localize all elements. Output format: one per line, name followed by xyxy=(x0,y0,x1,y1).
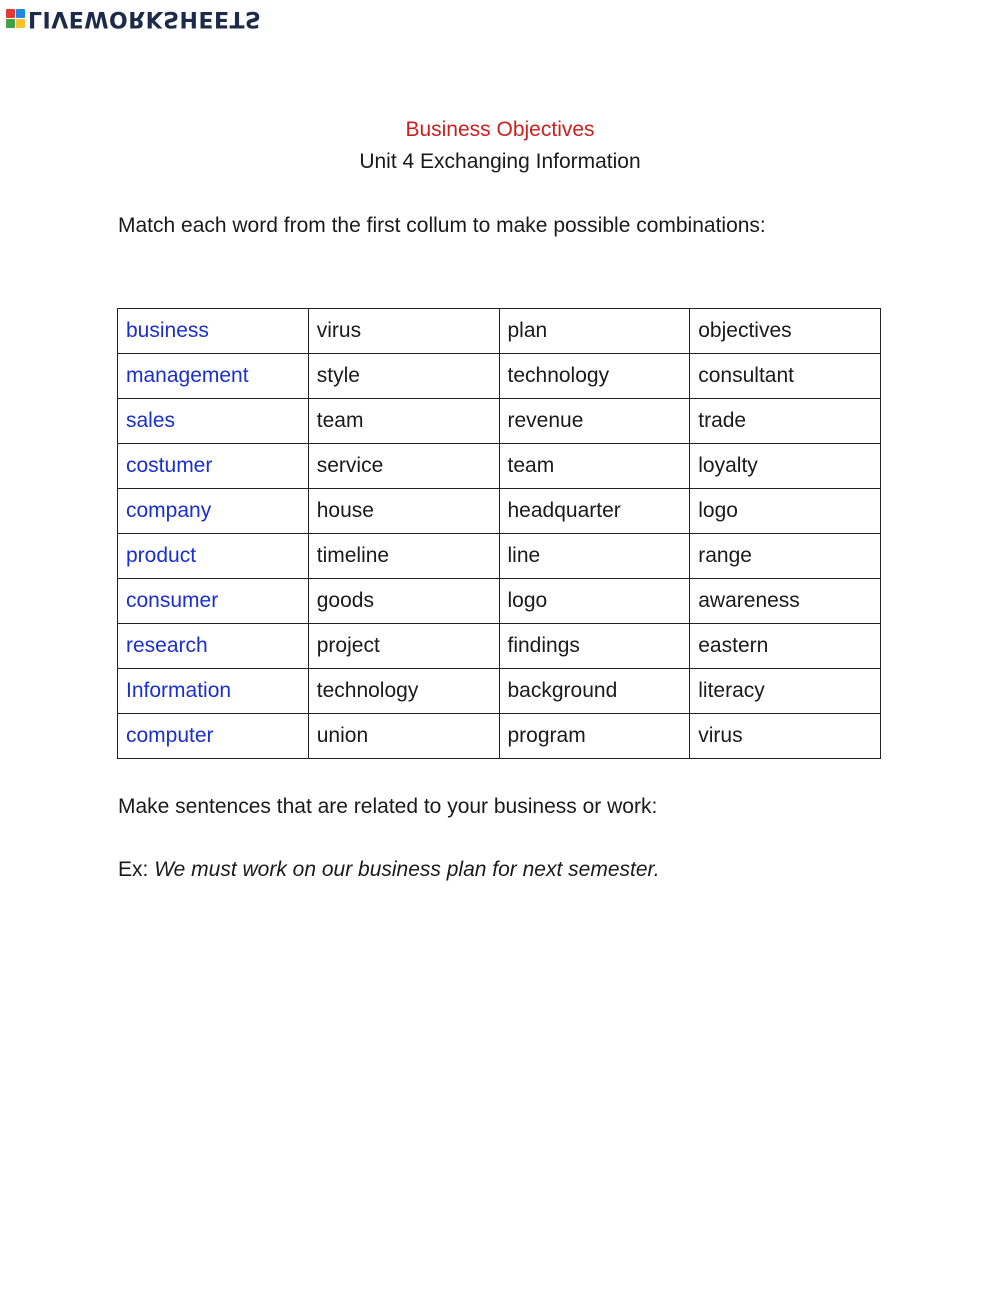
table-row xyxy=(118,534,881,579)
logo-text: LIVEWORKSHEETS xyxy=(28,6,262,31)
combination-word: consultant xyxy=(690,354,881,399)
combination-word: literacy xyxy=(690,669,881,714)
table-row xyxy=(118,669,881,714)
first-column-word: management xyxy=(118,354,309,399)
table-row xyxy=(118,624,881,669)
combination-word: technology xyxy=(308,669,499,714)
combination-word: awareness xyxy=(690,579,881,624)
combination-word: house xyxy=(308,489,499,534)
word-combination-table xyxy=(117,308,881,759)
liveworksheets-logo xyxy=(6,4,261,32)
combination-word: program xyxy=(499,714,690,759)
first-column-word: consumer xyxy=(118,579,309,624)
combination-word: goods xyxy=(308,579,499,624)
table-row xyxy=(118,579,881,624)
combination-word: plan xyxy=(499,309,690,354)
combination-word: range xyxy=(690,534,881,579)
page-subtitle: Unit 4 Exchanging Information xyxy=(359,150,641,173)
combination-word: virus xyxy=(308,309,499,354)
combination-word: project xyxy=(308,624,499,669)
first-column-word: research xyxy=(118,624,309,669)
first-column-word: sales xyxy=(118,399,309,444)
combination-word: trade xyxy=(690,399,881,444)
logo-block xyxy=(6,19,15,28)
combination-word: team xyxy=(499,444,690,489)
combination-word: logo xyxy=(690,489,881,534)
table-row xyxy=(118,309,881,354)
instruction-text: Match each word from the first collum to make possible combinations: xyxy=(118,214,766,237)
table-row xyxy=(118,444,881,489)
combination-word: headquarter xyxy=(499,489,690,534)
combination-word: technology xyxy=(499,354,690,399)
logo-blocks-icon xyxy=(6,9,25,28)
combination-word: timeline xyxy=(308,534,499,579)
logo-block xyxy=(6,9,15,18)
combination-word: line xyxy=(499,534,690,579)
logo-block xyxy=(16,19,25,28)
logo-block xyxy=(16,9,25,18)
combination-word: logo xyxy=(499,579,690,624)
page-title: Business Objectives xyxy=(405,118,595,141)
first-column-word: company xyxy=(118,489,309,534)
first-column-word: product xyxy=(118,534,309,579)
example-text: We must work on our business plan for next semester. xyxy=(154,858,660,881)
first-column-word: Information xyxy=(118,669,309,714)
first-column-word: costumer xyxy=(118,444,309,489)
table-row xyxy=(118,399,881,444)
combination-word: team xyxy=(308,399,499,444)
example-sentence xyxy=(118,858,660,882)
table-row xyxy=(118,354,881,399)
combination-word: revenue xyxy=(499,399,690,444)
combination-word: objectives xyxy=(690,309,881,354)
table-row xyxy=(118,714,881,759)
combination-word: background xyxy=(499,669,690,714)
example-label: Ex: xyxy=(118,858,149,881)
combination-word: eastern xyxy=(690,624,881,669)
first-column-word: computer xyxy=(118,714,309,759)
combination-word: virus xyxy=(690,714,881,759)
combination-word: loyalty xyxy=(690,444,881,489)
first-column-word: business xyxy=(118,309,309,354)
combination-word: style xyxy=(308,354,499,399)
table-row xyxy=(118,489,881,534)
sentence-prompt: Make sentences that are related to your business or work: xyxy=(118,795,658,818)
combination-word: findings xyxy=(499,624,690,669)
combination-word: union xyxy=(308,714,499,759)
combination-word: service xyxy=(308,444,499,489)
